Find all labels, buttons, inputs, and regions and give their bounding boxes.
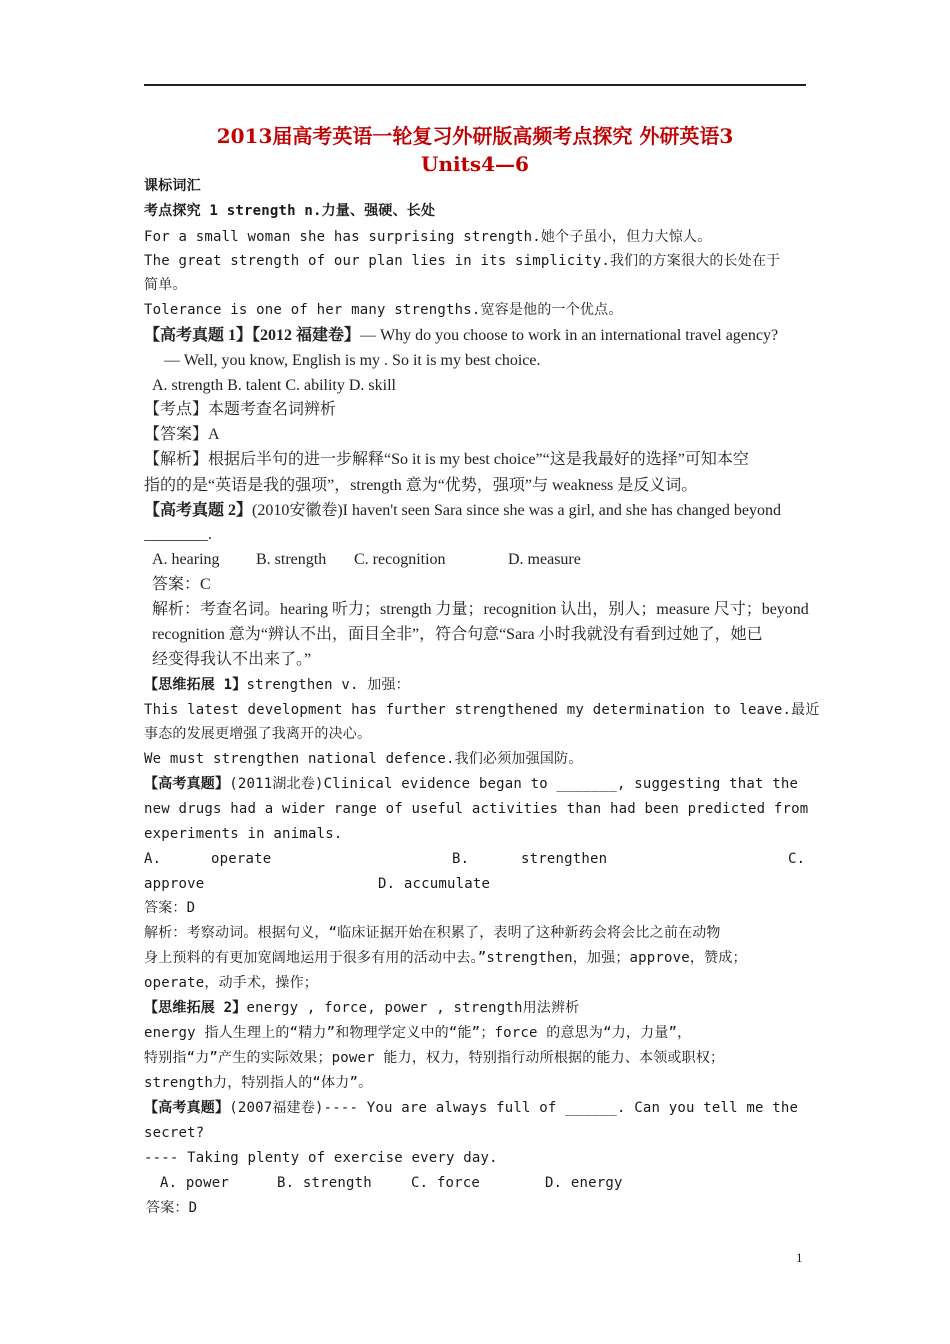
option-d: D. accumulate xyxy=(378,876,491,892)
example-line: The great strength of our plan lies in its simplicity.我们的方案很大的长处在于 xyxy=(144,253,781,269)
page-title xyxy=(144,122,806,178)
question-text: secret? xyxy=(144,1125,205,1141)
header-rule xyxy=(144,84,806,86)
example-line: Tolerance is one of her many strengths.宽容是他的一个优点。 xyxy=(144,302,623,318)
option-a: operate xyxy=(211,851,272,867)
option-b: strengthen xyxy=(521,851,608,867)
question-reply: — Well, you know, English is my . So it is my best choice. xyxy=(164,352,541,369)
extension-label: 【思维拓展 1】 xyxy=(144,677,247,693)
question-text: new drugs had a wider range of useful activities than had been predicted from xyxy=(144,801,809,817)
option-a: A. power xyxy=(160,1175,230,1191)
analysis-line: 解析：考查名词。hearing 听力；strength 力量；recognition 认出，别人；measure 尺寸；beyond xyxy=(152,601,809,618)
option-c: C. recognition xyxy=(354,551,446,568)
option-b-label: B. xyxy=(452,851,470,867)
point-line: 【考点】本题考查名词辨析 xyxy=(144,401,337,418)
section-heading: 课标词汇 xyxy=(144,178,201,194)
exam-question-4 xyxy=(144,1098,808,1118)
option-b: B. strength xyxy=(277,1175,372,1191)
option-a: A. hearing xyxy=(152,551,220,568)
answer-line: 答案：D xyxy=(146,1200,198,1216)
example-line: 简单。 xyxy=(144,277,187,293)
question-text: (2010安徽卷)I haven't seen Sara since she was a girl, and she has changed beyond xyxy=(252,502,781,519)
extension-label: 【思维拓展 2】 xyxy=(144,1000,247,1016)
option-c: approve xyxy=(144,876,205,892)
analysis-line: 身上预料的有更加宽阔地运用于很多有用的活动中去。”strengthen，加强；approve，赞成； xyxy=(144,950,747,966)
example-line: This latest development has further strengthened my determination to leave.最近 xyxy=(144,702,820,718)
options-line: A. strength B. talent C. ability D. skill xyxy=(152,377,396,394)
option-b: B. strength xyxy=(256,551,327,568)
explanation-line: 特别指“力”产生的实际效果；power 能力，权力，特别指行动所根据的能力、本领或职权； xyxy=(144,1050,725,1066)
extension-heading xyxy=(144,675,808,695)
exam-question-3 xyxy=(144,774,808,794)
example-line: For a small woman she has surprising strength.她个子虽小，但力大惊人。 xyxy=(144,229,712,245)
question-reply: ---- Taking plenty of exercise every day. xyxy=(144,1150,498,1166)
example-line: We must strengthen national defence.我们必须加强国防。 xyxy=(144,751,583,767)
exam-question-2 xyxy=(144,501,808,521)
answer-line: 【答案】A xyxy=(144,426,220,443)
extension-heading xyxy=(144,998,808,1018)
analysis-line: operate，动手术，操作； xyxy=(144,975,319,991)
option-a-label: A. xyxy=(144,851,162,867)
analysis-line: recognition 意为“辨认不出，面目全非”，符合句意“Sara 小时我就没有看到过她了，她已 xyxy=(152,626,763,643)
analysis-line: 【解析】根据后半句的进一步解释“So it is my best choice”“这是我最好的选择”可知本空 xyxy=(144,451,749,468)
explanation-line: energy 指人生理上的“精力”和物理学定义中的“能”；force 的意思为“力，力量”， xyxy=(144,1025,692,1041)
question-text: — Why do you choose to work in an international travel agency? xyxy=(360,327,779,344)
exam-label: 【高考真题 1】【2012 福建卷】 xyxy=(144,327,361,344)
explanation-line: strength力，特别指人的“体力”。 xyxy=(144,1075,373,1091)
analysis-line: 解析：考察动词。根据句义，“临床证据开始在积累了，表明了这种新药会将会比之前在动物 xyxy=(144,925,721,941)
exam-label: 【高考真题 2】 xyxy=(144,502,253,519)
extension-text: strengthen v. 加强： xyxy=(246,677,410,693)
point-heading xyxy=(144,201,808,221)
option-c: C. force xyxy=(411,1175,481,1191)
blank-line: ________. xyxy=(144,526,212,543)
exam-question-1 xyxy=(144,326,808,346)
point-word: strength n.力量、强硬、长处 xyxy=(218,203,436,219)
option-c-label: C. xyxy=(788,851,806,867)
point-label: 考点探究 1 xyxy=(144,203,219,219)
title-line-2: Units4—6 xyxy=(421,152,529,176)
analysis-line: 经变得我认不出来了。” xyxy=(152,651,312,668)
option-d: D. energy xyxy=(545,1175,623,1191)
answer-line: 答案：C xyxy=(152,576,211,593)
title-line-1: 2013届高考英语一轮复习外研版高频考点探究 外研英语3 xyxy=(216,124,734,148)
option-d: D. measure xyxy=(508,551,581,568)
extension-text: energy , force, power , strength用法辨析 xyxy=(246,1000,580,1016)
question-text: experiments in animals. xyxy=(144,826,343,842)
question-text: (2007福建卷)---- You are always full of ______. Can you tell me the xyxy=(229,1100,799,1116)
analysis-line: 指的的是“英语是我的强项”，strength 意为“优势，强项”与 weakness 是反义词。 xyxy=(144,477,698,494)
exam-label: 【高考真题】 xyxy=(144,1100,230,1116)
example-line: 事态的发展更增强了我离开的决心。 xyxy=(144,726,372,742)
answer-line: 答案：D xyxy=(144,900,196,916)
page-number: 1 xyxy=(796,1250,803,1265)
exam-label: 【高考真题】 xyxy=(144,776,230,792)
question-text: (2011湖北卷)Clinical evidence began to _______, suggesting that the xyxy=(229,776,799,792)
